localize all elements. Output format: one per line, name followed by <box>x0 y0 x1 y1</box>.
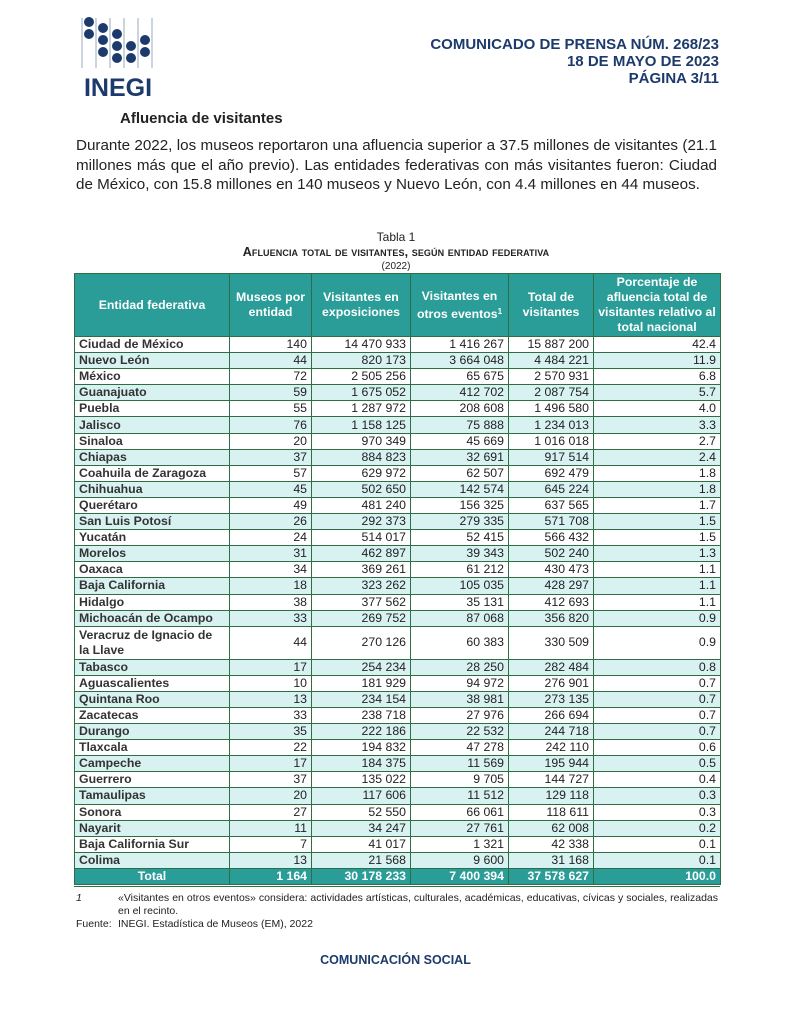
table-total-row <box>75 868 721 884</box>
cell-otros-eventos: 65 675 <box>411 369 509 385</box>
cell-otros-eventos: 52 415 <box>411 530 509 546</box>
cell-porcentaje: 0.5 <box>594 756 721 772</box>
table-row <box>75 530 721 546</box>
cell-entidad: Querétaro <box>75 497 230 513</box>
cell-entidad: Sinaloa <box>75 433 230 449</box>
cell-otros-eventos: 142 574 <box>411 481 509 497</box>
table-header-row <box>75 274 721 337</box>
cell-porcentaje: 0.2 <box>594 820 721 836</box>
intro-paragraph: Durante 2022, los museos reportaron una afluencia superior a 37.5 millones de visitantes (21.1 millones más que el año previo). Las entidades federativas con más visitantes fueron: Ciudad de México, con 15.8 millones en 140 museos y Nuevo León, con 4.4 millones en 44 museos. <box>76 137 717 193</box>
source-text: INEGI. Estadística de Museos (EM), 2022 <box>118 918 313 930</box>
cell-porcentaje: 1.8 <box>594 481 721 497</box>
cell-otros-eventos: 39 343 <box>411 546 509 562</box>
cell-total: 282 484 <box>509 659 594 675</box>
total-label: Total <box>75 868 230 884</box>
footnote-text: «Visitantes en otros eventos» considera: actividades artísticas, culturales, académicas, educativas, cívicas y sociales, realizadas en el recinto. <box>118 892 718 917</box>
cell-otros-eventos: 87 068 <box>411 610 509 626</box>
cell-otros-eventos: 27 976 <box>411 707 509 723</box>
footnote-divider <box>74 886 720 887</box>
cell-entidad: México <box>75 369 230 385</box>
source-key: Fuente: <box>76 918 112 930</box>
cell-museos: 55 <box>230 401 312 417</box>
cell-otros-eventos: 279 335 <box>411 514 509 530</box>
col-total: Total de visitantes <box>509 274 594 337</box>
cell-porcentaje: 1.5 <box>594 530 721 546</box>
cell-porcentaje: 1.1 <box>594 578 721 594</box>
cell-porcentaje: 0.4 <box>594 772 721 788</box>
cell-porcentaje: 2.4 <box>594 449 721 465</box>
cell-museos: 20 <box>230 788 312 804</box>
cell-total: 244 718 <box>509 724 594 740</box>
cell-total: 4 484 221 <box>509 353 594 369</box>
visitors-table <box>74 273 721 885</box>
cell-total: 637 565 <box>509 497 594 513</box>
cell-museos: 76 <box>230 417 312 433</box>
cell-porcentaje: 0.1 <box>594 836 721 852</box>
cell-total: 430 473 <box>509 562 594 578</box>
cell-total: 1 234 013 <box>509 417 594 433</box>
table-row <box>75 353 721 369</box>
cell-entidad: Oaxaca <box>75 562 230 578</box>
cell-total: 266 694 <box>509 707 594 723</box>
cell-otros-eventos: 45 669 <box>411 433 509 449</box>
cell-porcentaje: 2.7 <box>594 433 721 449</box>
cell-museos: 17 <box>230 659 312 675</box>
cell-porcentaje: 0.9 <box>594 626 721 659</box>
cell-exposiciones: 269 752 <box>312 610 411 626</box>
cell-otros-eventos: 28 250 <box>411 659 509 675</box>
cell-total: 571 708 <box>509 514 594 530</box>
total-value: 7 400 394 <box>411 868 509 884</box>
cell-entidad: Nayarit <box>75 820 230 836</box>
cell-otros-eventos: 66 061 <box>411 804 509 820</box>
cell-entidad: Jalisco <box>75 417 230 433</box>
table-row <box>75 417 721 433</box>
cell-exposiciones: 1 675 052 <box>312 385 411 401</box>
table-row <box>75 740 721 756</box>
cell-total: 144 727 <box>509 772 594 788</box>
cell-entidad: Guerrero <box>75 772 230 788</box>
cell-otros-eventos: 62 507 <box>411 465 509 481</box>
inegi-logo-icon <box>78 16 158 100</box>
cell-museos: 44 <box>230 353 312 369</box>
cell-exposiciones: 14 470 933 <box>312 337 411 353</box>
cell-porcentaje: 0.3 <box>594 788 721 804</box>
cell-exposiciones: 21 568 <box>312 852 411 868</box>
cell-entidad: Durango <box>75 724 230 740</box>
svg-text:INEGI: INEGI <box>83 74 153 100</box>
table-row <box>75 756 721 772</box>
cell-porcentaje: 11.9 <box>594 353 721 369</box>
cell-porcentaje: 4.0 <box>594 401 721 417</box>
cell-entidad: Baja California Sur <box>75 836 230 852</box>
cell-otros-eventos: 61 212 <box>411 562 509 578</box>
cell-porcentaje: 3.3 <box>594 417 721 433</box>
cell-entidad: Aguascalientes <box>75 675 230 691</box>
cell-entidad: Campeche <box>75 756 230 772</box>
cell-entidad: Tlaxcala <box>75 740 230 756</box>
footer: COMUNICACIÓN SOCIAL <box>320 953 471 967</box>
cell-otros-eventos: 47 278 <box>411 740 509 756</box>
cell-museos: 59 <box>230 385 312 401</box>
cell-entidad: Hidalgo <box>75 594 230 610</box>
cell-museos: 38 <box>230 594 312 610</box>
cell-entidad: Morelos <box>75 546 230 562</box>
cell-otros-eventos: 11 512 <box>411 788 509 804</box>
col-museos: Museos por entidad <box>230 274 312 337</box>
total-value: 37 578 627 <box>509 868 594 884</box>
cell-exposiciones: 369 261 <box>312 562 411 578</box>
cell-total: 502 240 <box>509 546 594 562</box>
table-row <box>75 481 721 497</box>
cell-museos: 20 <box>230 433 312 449</box>
cell-exposiciones: 135 022 <box>312 772 411 788</box>
cell-porcentaje: 0.7 <box>594 724 721 740</box>
table-row <box>75 707 721 723</box>
cell-entidad: Yucatán <box>75 530 230 546</box>
table-row <box>75 433 721 449</box>
cell-museos: 13 <box>230 852 312 868</box>
cell-porcentaje: 1.3 <box>594 546 721 562</box>
footnote <box>76 892 718 918</box>
cell-otros-eventos: 156 325 <box>411 497 509 513</box>
cell-entidad: Chiapas <box>75 449 230 465</box>
table-row <box>75 449 721 465</box>
cell-entidad: Veracruz de Ignacio de la Llave <box>75 626 230 659</box>
cell-museos: 22 <box>230 740 312 756</box>
cell-porcentaje: 42.4 <box>594 337 721 353</box>
cell-exposiciones: 34 247 <box>312 820 411 836</box>
cell-entidad: Ciudad de México <box>75 337 230 353</box>
cell-museos: 37 <box>230 772 312 788</box>
cell-porcentaje: 0.1 <box>594 852 721 868</box>
cell-exposiciones: 222 186 <box>312 724 411 740</box>
total-value: 1 164 <box>230 868 312 884</box>
cell-entidad: Quintana Roo <box>75 691 230 707</box>
total-value: 30 178 233 <box>312 868 411 884</box>
cell-total: 566 432 <box>509 530 594 546</box>
page-number: PÁGINA 3/11 <box>628 70 719 87</box>
col-porcentaje: Porcentaje de afluencia total de visitantes relativo al total nacional <box>594 274 721 337</box>
cell-otros-eventos: 94 972 <box>411 675 509 691</box>
cell-museos: 31 <box>230 546 312 562</box>
footnote-marker: 1 <box>497 306 503 316</box>
cell-total: 42 338 <box>509 836 594 852</box>
cell-total: 31 168 <box>509 852 594 868</box>
table-row <box>75 562 721 578</box>
press-release-date: 18 DE MAYO DE 2023 <box>566 53 719 70</box>
cell-museos: 27 <box>230 804 312 820</box>
cell-entidad: Sonora <box>75 804 230 820</box>
table-row <box>75 852 721 868</box>
cell-museos: 18 <box>230 578 312 594</box>
table-row <box>75 578 721 594</box>
cell-entidad: Chihuahua <box>75 481 230 497</box>
cell-entidad: San Luis Potosí <box>75 514 230 530</box>
cell-museos: 72 <box>230 369 312 385</box>
cell-entidad: Puebla <box>75 401 230 417</box>
cell-otros-eventos: 60 383 <box>411 626 509 659</box>
table-row <box>75 497 721 513</box>
cell-museos: 33 <box>230 707 312 723</box>
cell-entidad: Tamaulipas <box>75 788 230 804</box>
cell-porcentaje: 0.6 <box>594 740 721 756</box>
cell-exposiciones: 377 562 <box>312 594 411 610</box>
cell-total: 2 087 754 <box>509 385 594 401</box>
cell-porcentaje: 0.7 <box>594 691 721 707</box>
cell-total: 276 901 <box>509 675 594 691</box>
footnote-key: 1 <box>76 892 82 904</box>
table-year: (2022) <box>381 261 411 272</box>
table-row <box>75 691 721 707</box>
cell-otros-eventos: 35 131 <box>411 594 509 610</box>
cell-museos: 140 <box>230 337 312 353</box>
cell-otros-eventos: 9 600 <box>411 852 509 868</box>
table-row <box>75 804 721 820</box>
press-release-number: COMUNICADO DE PRENSA NÚM. 268/23 <box>430 36 719 53</box>
cell-exposiciones: 234 154 <box>312 691 411 707</box>
cell-entidad: Tabasco <box>75 659 230 675</box>
cell-entidad: Zacatecas <box>75 707 230 723</box>
cell-porcentaje: 0.7 <box>594 707 721 723</box>
cell-porcentaje: 0.7 <box>594 675 721 691</box>
cell-porcentaje: 1.8 <box>594 465 721 481</box>
cell-museos: 17 <box>230 756 312 772</box>
cell-exposiciones: 238 718 <box>312 707 411 723</box>
cell-otros-eventos: 75 888 <box>411 417 509 433</box>
table-row <box>75 659 721 675</box>
cell-total: 356 820 <box>509 610 594 626</box>
cell-exposiciones: 254 234 <box>312 659 411 675</box>
cell-museos: 57 <box>230 465 312 481</box>
cell-entidad: Colima <box>75 852 230 868</box>
cell-porcentaje: 1.1 <box>594 562 721 578</box>
cell-total: 2 570 931 <box>509 369 594 385</box>
cell-museos: 7 <box>230 836 312 852</box>
table-row <box>75 369 721 385</box>
cell-otros-eventos: 11 569 <box>411 756 509 772</box>
cell-museos: 44 <box>230 626 312 659</box>
cell-otros-eventos: 1 321 <box>411 836 509 852</box>
cell-total: 428 297 <box>509 578 594 594</box>
cell-exposiciones: 2 505 256 <box>312 369 411 385</box>
cell-exposiciones: 970 349 <box>312 433 411 449</box>
cell-porcentaje: 5.7 <box>594 385 721 401</box>
cell-entidad: Nuevo León <box>75 353 230 369</box>
cell-exposiciones: 502 650 <box>312 481 411 497</box>
table-row <box>75 626 721 659</box>
cell-exposiciones: 270 126 <box>312 626 411 659</box>
cell-entidad: Coahuila de Zaragoza <box>75 465 230 481</box>
col-otros-eventos: Visitantes en otros eventos$^1$ <box>411 274 509 337</box>
inegi-logo <box>78 16 158 100</box>
cell-museos: 13 <box>230 691 312 707</box>
cell-total: 330 509 <box>509 626 594 659</box>
table-row <box>75 820 721 836</box>
cell-porcentaje: 6.8 <box>594 369 721 385</box>
cell-porcentaje: 1.1 <box>594 594 721 610</box>
cell-otros-eventos: 208 608 <box>411 401 509 417</box>
total-value: 100.0 <box>594 868 721 884</box>
cell-total: 645 224 <box>509 481 594 497</box>
cell-exposiciones: 1 158 125 <box>312 417 411 433</box>
cell-exposiciones: 184 375 <box>312 756 411 772</box>
cell-otros-eventos: 38 981 <box>411 691 509 707</box>
cell-entidad: Michoacán de Ocampo <box>75 610 230 626</box>
cell-exposiciones: 514 017 <box>312 530 411 546</box>
cell-exposiciones: 884 823 <box>312 449 411 465</box>
cell-exposiciones: 292 373 <box>312 514 411 530</box>
table-row <box>75 772 721 788</box>
cell-otros-eventos: 9 705 <box>411 772 509 788</box>
col-exposiciones: Visitantes en exposiciones <box>312 274 411 337</box>
cell-total: 15 887 200 <box>509 337 594 353</box>
cell-museos: 24 <box>230 530 312 546</box>
cell-porcentaje: 1.7 <box>594 497 721 513</box>
cell-exposiciones: 462 897 <box>312 546 411 562</box>
cell-porcentaje: 1.5 <box>594 514 721 530</box>
cell-otros-eventos: 105 035 <box>411 578 509 594</box>
table-row <box>75 675 721 691</box>
table-row <box>75 546 721 562</box>
cell-total: 412 693 <box>509 594 594 610</box>
cell-entidad: Guanajuato <box>75 385 230 401</box>
table-row <box>75 514 721 530</box>
cell-total: 692 479 <box>509 465 594 481</box>
table-row <box>75 788 721 804</box>
table-row <box>75 594 721 610</box>
cell-exposiciones: 1 287 972 <box>312 401 411 417</box>
cell-entidad: Baja California <box>75 578 230 594</box>
cell-total: 273 135 <box>509 691 594 707</box>
cell-exposiciones: 117 606 <box>312 788 411 804</box>
table-row <box>75 385 721 401</box>
cell-otros-eventos: 3 664 048 <box>411 353 509 369</box>
cell-museos: 37 <box>230 449 312 465</box>
source-note <box>76 918 313 930</box>
cell-total: 1 496 580 <box>509 401 594 417</box>
table-row <box>75 465 721 481</box>
cell-museos: 34 <box>230 562 312 578</box>
cell-exposiciones: 52 550 <box>312 804 411 820</box>
cell-museos: 45 <box>230 481 312 497</box>
cell-exposiciones: 194 832 <box>312 740 411 756</box>
table-row <box>75 401 721 417</box>
cell-museos: 33 <box>230 610 312 626</box>
table-row <box>75 724 721 740</box>
cell-museos: 26 <box>230 514 312 530</box>
cell-porcentaje: 0.3 <box>594 804 721 820</box>
cell-otros-eventos: 412 702 <box>411 385 509 401</box>
cell-exposiciones: 323 262 <box>312 578 411 594</box>
table-row <box>75 610 721 626</box>
cell-museos: 10 <box>230 675 312 691</box>
cell-total: 1 016 018 <box>509 433 594 449</box>
cell-total: 917 514 <box>509 449 594 465</box>
cell-exposiciones: 481 240 <box>312 497 411 513</box>
cell-total: 242 110 <box>509 740 594 756</box>
cell-porcentaje: 0.8 <box>594 659 721 675</box>
section-title: Afluencia de visitantes <box>120 110 283 127</box>
cell-exposiciones: 181 929 <box>312 675 411 691</box>
cell-otros-eventos: 22 532 <box>411 724 509 740</box>
cell-total: 129 118 <box>509 788 594 804</box>
cell-otros-eventos: 27 761 <box>411 820 509 836</box>
cell-otros-eventos: 32 691 <box>411 449 509 465</box>
cell-total: 118 611 <box>509 804 594 820</box>
cell-museos: 11 <box>230 820 312 836</box>
cell-porcentaje: 0.9 <box>594 610 721 626</box>
cell-total: 62 008 <box>509 820 594 836</box>
col-entidad: Entidad federativa <box>75 274 230 337</box>
table-title: Afluencia total de visitantes, según entidad federativa <box>242 245 550 259</box>
table-row <box>75 337 721 353</box>
cell-total: 195 944 <box>509 756 594 772</box>
cell-museos: 49 <box>230 497 312 513</box>
press-release-header <box>430 36 719 87</box>
cell-exposiciones: 41 017 <box>312 836 411 852</box>
table-row <box>75 836 721 852</box>
cell-exposiciones: 629 972 <box>312 465 411 481</box>
cell-exposiciones: 820 173 <box>312 353 411 369</box>
table-label: Tabla 1 <box>376 230 416 244</box>
cell-museos: 35 <box>230 724 312 740</box>
cell-otros-eventos: 1 416 267 <box>411 337 509 353</box>
